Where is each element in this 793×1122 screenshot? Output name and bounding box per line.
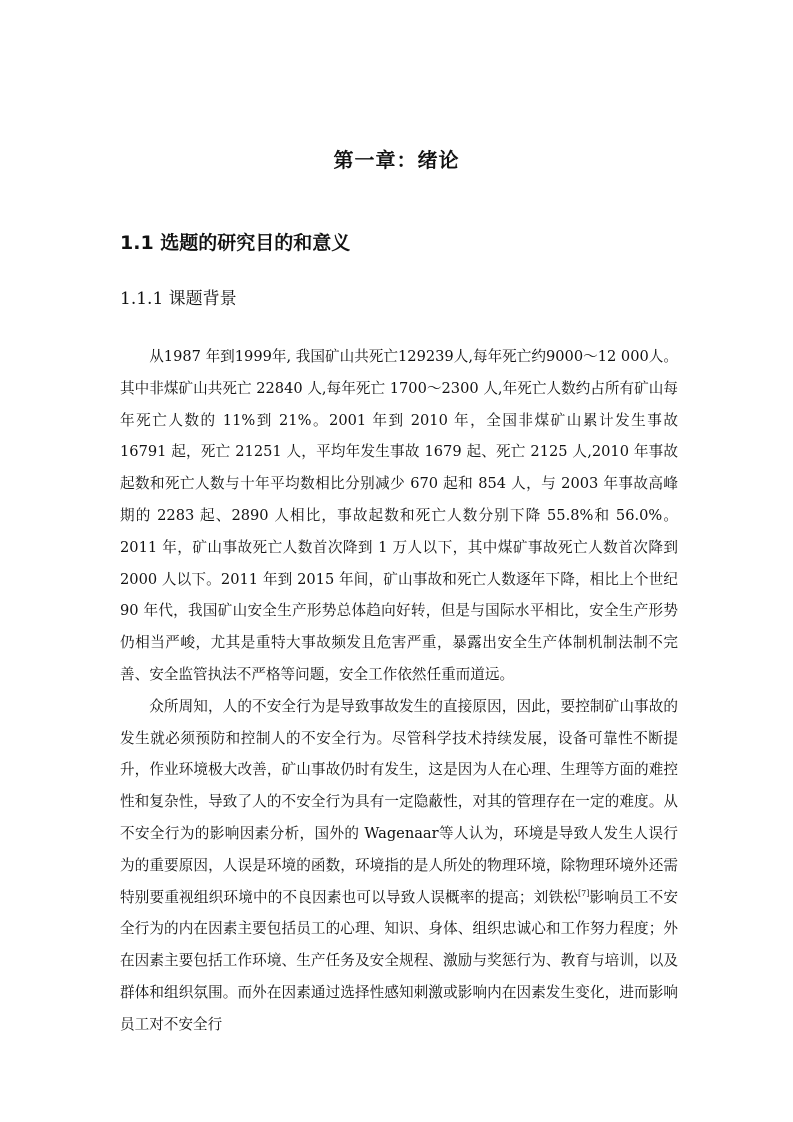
paragraph-2-text-before: 众所周知，人的不安全行为是导致事故发生的直接原因，因此，要控制矿山事故的发生就必须预防和控制人的不安全行为。尽管科学技术持续发展，设备可靠性不断提升，作业环境极大改善，矿山事故仍时有发生，这是因为人在心理、生理等方面的难控性和复杂性，导致了人的不安全行为具有一定隐蔽性，对其的管理存在一定的难度。从不安全行为的影响因素分析，国外的 Wagenaar等人认为，环境是导致人发生人误行为的重要原因，人误是环境的函数，环境指的是人所处的物理环境，除物理环境外还需特别要重视组织环境中的不良因素也可以导致人误概率的提高；刘铁松 xyxy=(120,697,678,906)
subsection-title: 1.1.1 课题背景 xyxy=(120,289,237,309)
section-title: 1.1 选题的研究目的和意义 xyxy=(120,232,351,254)
paragraph-2-text-after: 影响员工不安全行为的内在因素主要包括员工的心理、知识、身体、组织忠诚心和工作努力程度；外在因素主要包括工作环境、生产任务及安全规程、激励与奖惩行为、教育与培训，以及群体和组织氛围。而外在因素通过选择性感知刺激或影响内在因素发生变化，进而影响员工对不安全行 xyxy=(120,888,678,1033)
paragraph-1 xyxy=(120,341,678,691)
paragraph-2 xyxy=(120,691,678,1041)
chapter-title: 第一章：绪论 xyxy=(333,148,460,172)
body-text xyxy=(120,341,678,1041)
paragraph-1-text: 从1987 年到1999年, 我国矿山共死亡129239人,每年死亡约9000～12 000人。其中非煤矿山共死亡 22840 人,每年死亡 1700～2300 人,年死亡人数约占所有矿山每年死亡人数的 11%到 21%。2001 年到 2010 年，全国非煤矿山累计发生事故 16791 起，死亡 21251 人，平均年发生事故 1679 起、死亡 2125 人,2010 年事故起数和死亡人数与十年平均数相比分别减少 670 起和 854 人，与 2003 年事故高峰期的 2283 起、2890 人相比，事故起数和死亡人数分别下降 55.8%和 56.0%。2011 年，矿山事故死亡人数首次降到 1 万人以下，其中煤矿事故死亡人数首次降到 2000 人以下。2011 年到 2015 年间，矿山事故和死亡人数逐年下降，相比上个世纪 90 年代，我国矿山安全生产形势总体趋向好转，但是与国际水平相比，安全生产形势仍相当严峻，尤其是重特大事故频发且危害严重，暴露出安全生产体制机制法制不完善、安全监管执法不严格等问题，安全工作依然任重而道远。 xyxy=(120,348,678,683)
citation-ref: [7] xyxy=(578,888,590,898)
